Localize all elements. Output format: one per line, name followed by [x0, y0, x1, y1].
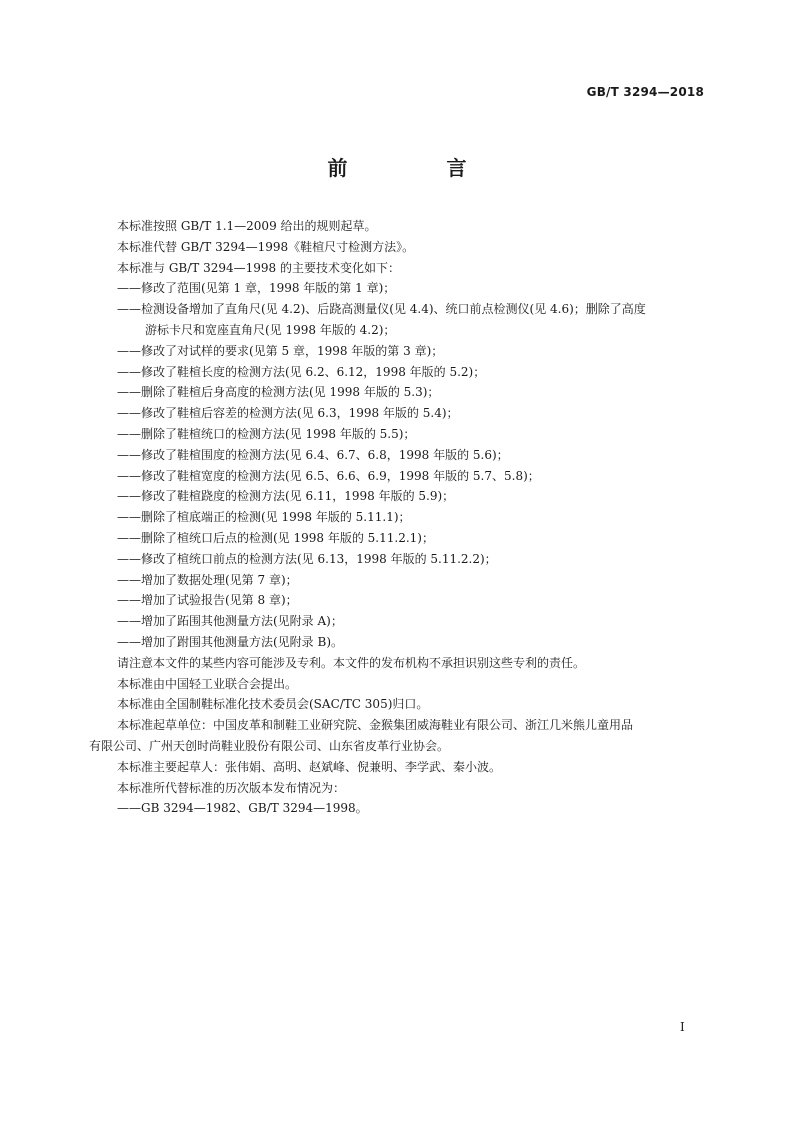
page-number: I — [680, 1020, 685, 1034]
list-item: ——增加了试验报告(见第 8 章)； — [117, 593, 298, 608]
list-item-continuation: 游标卡尺和宽座直角尺(见 1998 年版的 4.2)； — [145, 322, 396, 337]
list-item: ——修改了鞋楦宽度的检测方法(见 6.5、6.6、6.9，1998 年版的 5.7、5.8)； — [117, 468, 540, 483]
list-item: ——修改了鞋楦围度的检测方法(见 6.4、6.7、6.8，1998 年版的 5.6)； — [117, 447, 509, 462]
paragraph: 本标准由全国制鞋标准化技术委员会(SAC/TC 305)归口。 — [117, 697, 429, 712]
paragraph: 请注意本文件的某些内容可能涉及专利。本文件的发布机构不承担识别这些专利的责任。 — [117, 655, 586, 670]
page-title: 前 言 — [327, 156, 513, 180]
list-item: ——删除了鞋楦后身高度的检测方法(见 1998 年版的 5.3)； — [117, 385, 440, 400]
list-item: ——增加了跖围其他测量方法(见附录 A)； — [117, 614, 343, 629]
list-item: ——增加了跗围其他测量方法(见附录 B)。 — [117, 634, 343, 649]
list-item: ——修改了鞋楦长度的检测方法(见 6.2、6.12，1998 年版的 5.2)； — [117, 364, 486, 379]
list-item: ——增加了数据处理(见第 7 章)； — [117, 572, 298, 587]
list-item: ——检测设备增加了直角尺(见 4.2)、后跷高测量仪(见 4.4)、统口前点检测仪(见 4.6)；删除了高度 — [117, 302, 646, 317]
paragraph: 本标准起草单位：中国皮革和制鞋工业研究院、金猴集团威海鞋业有限公司、浙江几米熊儿童用品 — [117, 718, 634, 733]
standard-code: GB/T 3294—2018 — [586, 85, 704, 99]
list-item: ——修改了鞋楦后容差的检测方法(见 6.3，1998 年版的 5.4)； — [117, 406, 459, 421]
list-item: ——修改了楦统口前点的检测方法(见 6.13，1998 年版的 5.11.2.2)； — [117, 551, 497, 566]
list-item: ——删除了楦统口后点的检测(见 1998 年版的 5.11.2.1)； — [117, 530, 434, 545]
paragraph: 本标准按照 GB/T 1.1—2009 给出的规则起草。 — [117, 219, 377, 233]
list-item: ——删除了楦底端正的检测(见 1998 年版的 5.11.1)； — [117, 510, 411, 525]
paragraph: 本标准代替 GB/T 3294—1998《鞋楦尺寸检测方法》。 — [117, 239, 415, 254]
paragraph: 本标准所代替标准的历次版本发布情况为： — [117, 780, 346, 795]
list-item: ——修改了对试样的要求(见第 5 章，1998 年版的第 3 章)； — [117, 343, 444, 358]
list-item: ——GB 3294—1982、GB/T 3294—1998。 — [117, 801, 368, 816]
paragraph: 本标准主要起草人：张伟娟、高明、赵斌峰、倪兼明、李学武、秦小波。 — [117, 759, 502, 774]
paragraph: 本标准与 GB/T 3294—1998 的主要技术变化如下： — [117, 260, 400, 275]
list-item: ——修改了范围(见第 1 章，1998 年版的第 1 章)； — [117, 281, 396, 296]
list-item: ——删除了鞋楦统口的检测方法(见 1998 年版的 5.5)； — [117, 426, 416, 441]
paragraph: 本标准由中国轻工业联合会提出。 — [117, 676, 298, 691]
document-body — [89, 216, 717, 819]
list-item: ——修改了鞋楦跷度的检测方法(见 6.11，1998 年版的 5.9)； — [117, 489, 455, 504]
paragraph-continuation: 有限公司、广州天创时尚鞋业股份有限公司、山东省皮革行业协会。 — [89, 738, 450, 753]
